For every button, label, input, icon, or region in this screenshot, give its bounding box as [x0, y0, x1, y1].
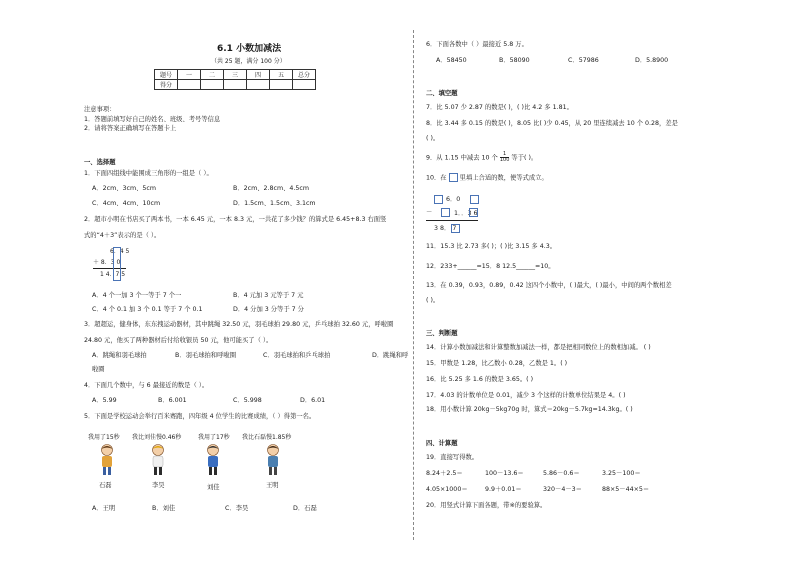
minus-sign: －: [426, 209, 433, 216]
option[interactable]: C．5.998: [233, 397, 262, 404]
calc-item: 3.25－100＝: [602, 470, 641, 477]
student-illustration: [147, 443, 169, 479]
calc-item: 320－4－3＝: [543, 486, 582, 493]
score-cell[interactable]: [224, 80, 247, 90]
student-name: 李昊: [152, 482, 165, 489]
score-cell[interactable]: [293, 80, 316, 90]
fraction: [500, 152, 510, 163]
score-table-score-row: [155, 80, 316, 90]
question-5: 5．下面是学校运动会举行百米赛跑，四年级 4 位学生的比赛成绩，（ ）得第一名。: [84, 413, 316, 420]
option[interactable]: B．2cm、2.8cm、4.5cm: [233, 185, 310, 192]
vertical-calc-row: 6．4 5: [110, 248, 130, 255]
student-illustration: [96, 443, 118, 479]
score-cell[interactable]: [270, 80, 293, 90]
option[interactable]: B．6.001: [158, 397, 187, 404]
option[interactable]: D．石磊: [293, 505, 317, 512]
student-name: 刘佳: [207, 484, 220, 491]
score-header-cell: 题号: [155, 70, 178, 80]
question-13-cont: ( )。: [426, 297, 440, 304]
vertical-calc-row: ＋ 8．3 0: [93, 259, 121, 266]
calc-item: 9.9＋0.01＝: [485, 486, 522, 493]
question-12: 12．233+______=15．8 12.5______=10。: [426, 263, 555, 270]
vertical-calc-row: 6．0: [446, 196, 461, 203]
blank-box-icon: [449, 173, 458, 182]
score-table: [154, 69, 316, 90]
score-cell[interactable]: [201, 80, 224, 90]
speech-bubble: 我比刘佳慢0.46秒: [132, 434, 182, 441]
question-10-text: 里填上合适的数，使等式成立。: [459, 174, 548, 182]
speech-bubble: 我用了17秒: [198, 434, 230, 441]
calc-item: 8.24＋2.5＝: [426, 470, 463, 477]
question-14: 14．计算小数加减法和计算整数加减法一样，都是把相同数位上的数相加减。 ( ): [426, 344, 651, 351]
option[interactable]: A．2cm、3cm、5cm: [92, 185, 157, 192]
notes-item: 2．请将答案正确填写在答题卡上: [84, 125, 177, 132]
fraction-numerator: 1: [500, 152, 510, 158]
question-2: 2．超市小明在书店买了两本书，一本 6.45 元，一本 8.3 元，一共花了多少钱？的算式是 6.45+8.3 右面竖: [84, 216, 387, 223]
option[interactable]: C．57986: [568, 57, 599, 64]
calc-item: 5.86－0.6＝: [543, 470, 580, 477]
score-cell[interactable]: [178, 80, 201, 90]
section-heading: 二、填空题: [426, 90, 458, 97]
question-7: 7．比 5.07 少 2.87 的数是( )，( )比 4.2 多 1.81。: [426, 104, 573, 111]
calc-item: 88×5－44×5＝: [602, 486, 650, 493]
option[interactable]: D．跳绳和呼: [372, 352, 409, 359]
calc-item: 4.05×1000＝: [426, 486, 468, 493]
score-header-cell: 三: [224, 70, 247, 80]
option[interactable]: D．5.8900: [635, 57, 669, 64]
blank-box-icon[interactable]: [434, 195, 443, 204]
option[interactable]: B．4 元加 3 元等于 7 元: [233, 292, 304, 299]
question-1: 1．下面四组线中能围成三角形的一组是（ ）。: [84, 170, 213, 177]
score-header-cell: 四: [247, 70, 270, 80]
highlight-box: [113, 247, 121, 281]
question-10: [426, 173, 548, 183]
question-3-cont: 24.80 元，他买了两种器材后付给收银员 50 元，他可能买了（ ）。: [84, 337, 273, 344]
calc-item: 100－13.6＝: [485, 470, 524, 477]
vertical-calc-line: [93, 268, 126, 269]
notes-item: 1．答题前填写好自己的姓名、班级、考号等信息: [84, 116, 221, 123]
notes-heading: 注意事项：: [84, 106, 116, 113]
option[interactable]: C．4cm、4cm、10cm: [92, 200, 161, 207]
question-15: 15．甲数是 1.28，比乙数小 0.28，乙数是 1。( ): [426, 360, 568, 367]
vertical-calc-row: 1．．3 6: [454, 210, 478, 217]
question-10-text: 10．在: [426, 174, 447, 182]
option[interactable]: A．5.99: [92, 397, 117, 404]
score-cell[interactable]: [247, 80, 270, 90]
question-2-cont: 式的“4＋3”表示的是（ ）。: [84, 232, 161, 239]
score-table-header-row: [155, 70, 316, 80]
score-header-cell: 总分: [293, 70, 316, 80]
blank-box-icon[interactable]: [470, 195, 479, 204]
question-16: 16．比 5.25 多 1.6 的数是 3.65。( ): [426, 376, 534, 383]
blank-box-icon[interactable]: [451, 224, 460, 233]
fraction-denominator: 100: [499, 157, 510, 163]
column-divider: [413, 30, 414, 540]
option[interactable]: C．4 个 0.1 加 3 个 0.1 等于 7 个 0.1: [92, 306, 203, 313]
vertical-calc-row: 1 4．7 5: [100, 271, 126, 278]
blank-box-icon[interactable]: [441, 208, 450, 217]
score-header-cell: 一: [178, 70, 201, 80]
question-13: 13．在 0.39，0.93，0.89，0.42 这四个小数中，( )最大，( )最小，中间的两个数相差: [426, 282, 672, 289]
option[interactable]: B．羽毛球拍和呼啦圈: [175, 352, 236, 359]
blank-box-icon[interactable]: [469, 208, 478, 217]
question-4: 4．下面几个数中，与 6 最接近的数是（ ）。: [84, 382, 209, 389]
option[interactable]: D．6.01: [300, 397, 326, 404]
option-cont: 啦圈: [92, 366, 105, 373]
section-heading: 三、判断题: [426, 330, 458, 337]
question-3: 3．超超运，健身体，东东拽运动器材，其中跳绳 32.50 元，羽毛球拍 29.80 元，乒乓球拍 32.60 元，呼啦圈: [84, 321, 394, 328]
option[interactable]: A．王明: [92, 505, 116, 512]
option[interactable]: D．4 分加 3 分等于 7 分: [233, 306, 304, 313]
question-9-text: 等于( )。: [511, 154, 538, 162]
question-9: [426, 152, 537, 163]
question-20: 20．用竖式计算下面各题，带※的要验算。: [426, 502, 547, 509]
vertical-calc-line: [426, 220, 478, 221]
student-illustration: [202, 443, 224, 479]
section-heading: 一、选择题: [84, 159, 116, 166]
score-row-label: 得分: [155, 80, 178, 90]
score-header-cell: 二: [201, 70, 224, 80]
option[interactable]: A．4 个一加 3 个一等于 7 个一: [92, 292, 182, 299]
question-19: 19．直接写得数。: [426, 454, 479, 461]
question-8: 8．比 3.44 多 0.15 的数是( )，8.05 比( )少 0.45，从 20 里连续减去 10 个 0.28，差是: [426, 120, 678, 127]
speech-bubble: 我比石磊慢1.85秒: [242, 434, 292, 441]
option[interactable]: B．刘佳: [152, 505, 176, 512]
speech-bubble: 我用了15秒: [88, 434, 120, 441]
option[interactable]: B．58090: [499, 57, 530, 64]
page-title: 6.1 小数加减法: [217, 44, 282, 54]
option[interactable]: D．1.5cm、1.5cm、3.1cm: [233, 200, 316, 207]
option[interactable]: A．跳绳和羽毛球拍: [92, 352, 147, 359]
question-18: 18．用小数计算 20kg－5kg70g 时，算式＝20kg－5.7kg=14.3kg。( ): [426, 406, 633, 413]
vertical-calc-row: 3 8． 7: [434, 225, 457, 232]
page-subtitle: （共 25 题，满分 100 分）: [211, 58, 286, 65]
student-illustration: [262, 443, 284, 479]
question-6: 6．下面各数中（ ）最接近 5.8 万。: [426, 41, 528, 48]
student-name: 石磊: [99, 482, 112, 489]
option[interactable]: A．58450: [436, 57, 467, 64]
student-name: 王明: [266, 482, 279, 489]
question-8-cont: ( )。: [426, 135, 440, 142]
question-17: 17．4.03 的计数单位是 0.01，减少 3 个这样的计数单位结果是 4。( ): [426, 392, 626, 399]
section-heading: 四、计算题: [426, 440, 458, 447]
question-11: 11．15.3 比 2.73 多( )；( )比 3.15 多 4.3。: [426, 243, 557, 250]
option[interactable]: C．羽毛球拍和乒乓球拍: [263, 352, 331, 359]
option[interactable]: C．李昊: [225, 505, 249, 512]
score-header-cell: 五: [270, 70, 293, 80]
question-9-text: 9．从 1.15 中减去 10 个: [426, 154, 498, 162]
